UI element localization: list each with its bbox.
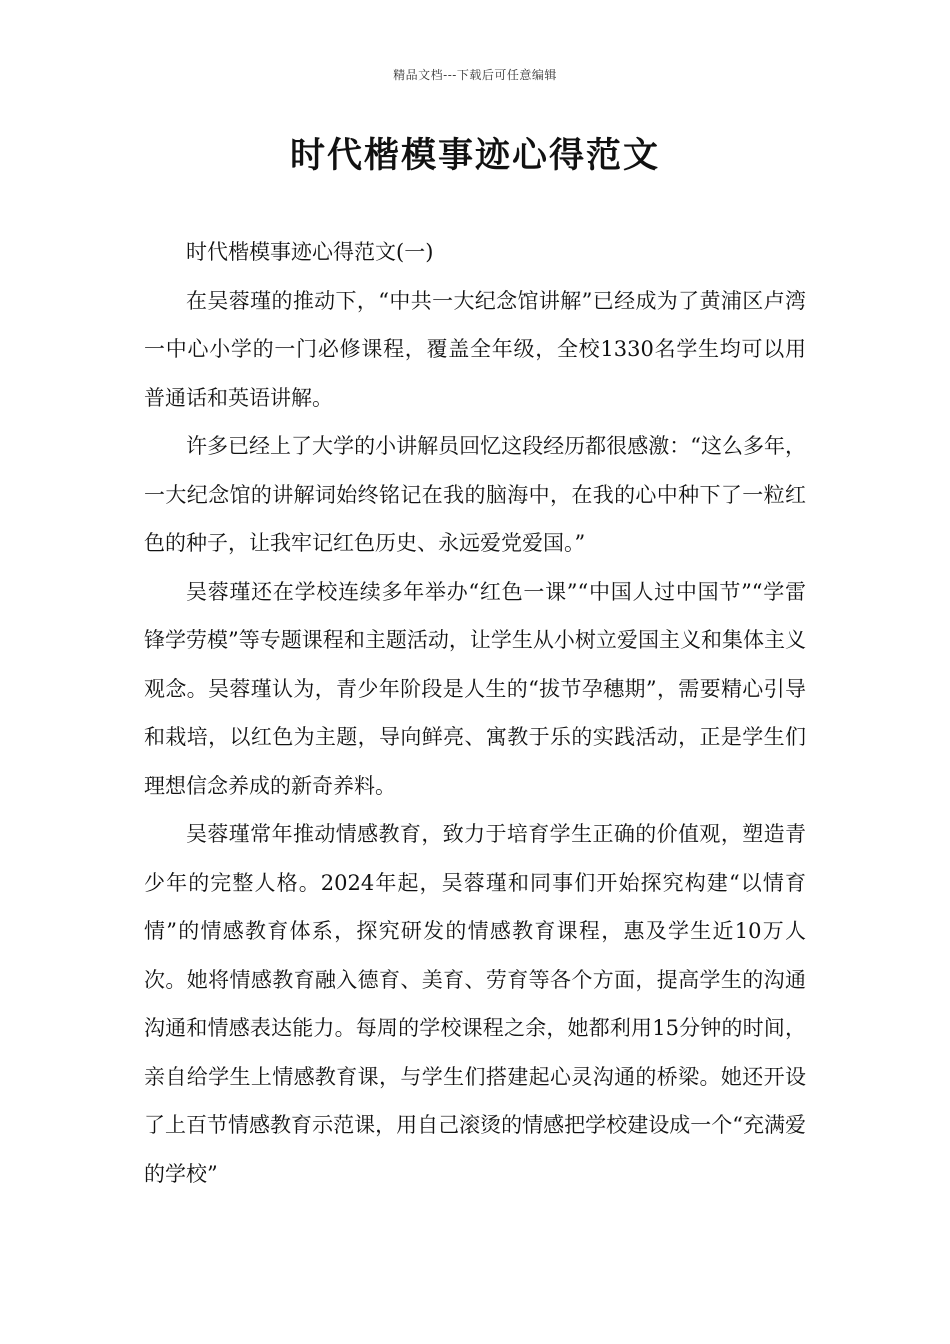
paragraph: 许多已经上了大学的小讲解员回忆这段经历都很感激：“这么多年，一大纪念馆的讲解词始终铭记在我的脑海中，在我的心中种下了一粒红色的种子，让我牢记红色历史、永远爱党爱国。”	[144, 434, 806, 555]
header-note: 精品文档---下载后可任意编辑	[393, 68, 557, 82]
paragraph: 吴蓉瑾常年推动情感教育，致力于培育学生正确的价值观，塑造青少年的完整人格。2024年起，吴蓉瑾和同事们开始探究构建“以情育情”的情感教育体系，探究研发的情感教育课程，惠及学生近10万人次。她将情感教育融入德育、美育、劳育等各个方面，提高学生的沟通沟通和情感表达能力。每周的学校课程之余，她都利用15分钟的时间，亲自给学生上情感教育课，与学生们搭建起心灵沟通的桥梁。她还开设了上百节情感教育示范课，用自己滚烫的情感把学校建设成一个“充满爱的学校”	[144, 822, 806, 1186]
section-subheading: 时代楷模事迹心得范文(一)	[186, 240, 434, 264]
document-title: 时代楷模事迹心得范文	[289, 136, 660, 176]
paragraph: 吴蓉瑾还在学校连续多年举办“红色一课”“中国人过中国节”“学雷锋学劳模”等专题课程和主题活动，让学生从小树立爱国主义和集体主义观念。吴蓉瑾认为，青少年阶段是人生的“拔节孕穗期”，需要精心引导和栽培，以红色为主题，导向鲜亮、寓教于乐的实践活动，正是学生们理想信念养成的新奇养料。	[144, 579, 806, 798]
document-body	[144, 228, 806, 1198]
paragraph: 在吴蓉瑾的推动下，“中共一大纪念馆讲解”已经成为了黄浦区卢湾一中心小学的一门必修课程，覆盖全年级，全校1330名学生均可以用普通话和英语讲解。	[144, 288, 806, 410]
